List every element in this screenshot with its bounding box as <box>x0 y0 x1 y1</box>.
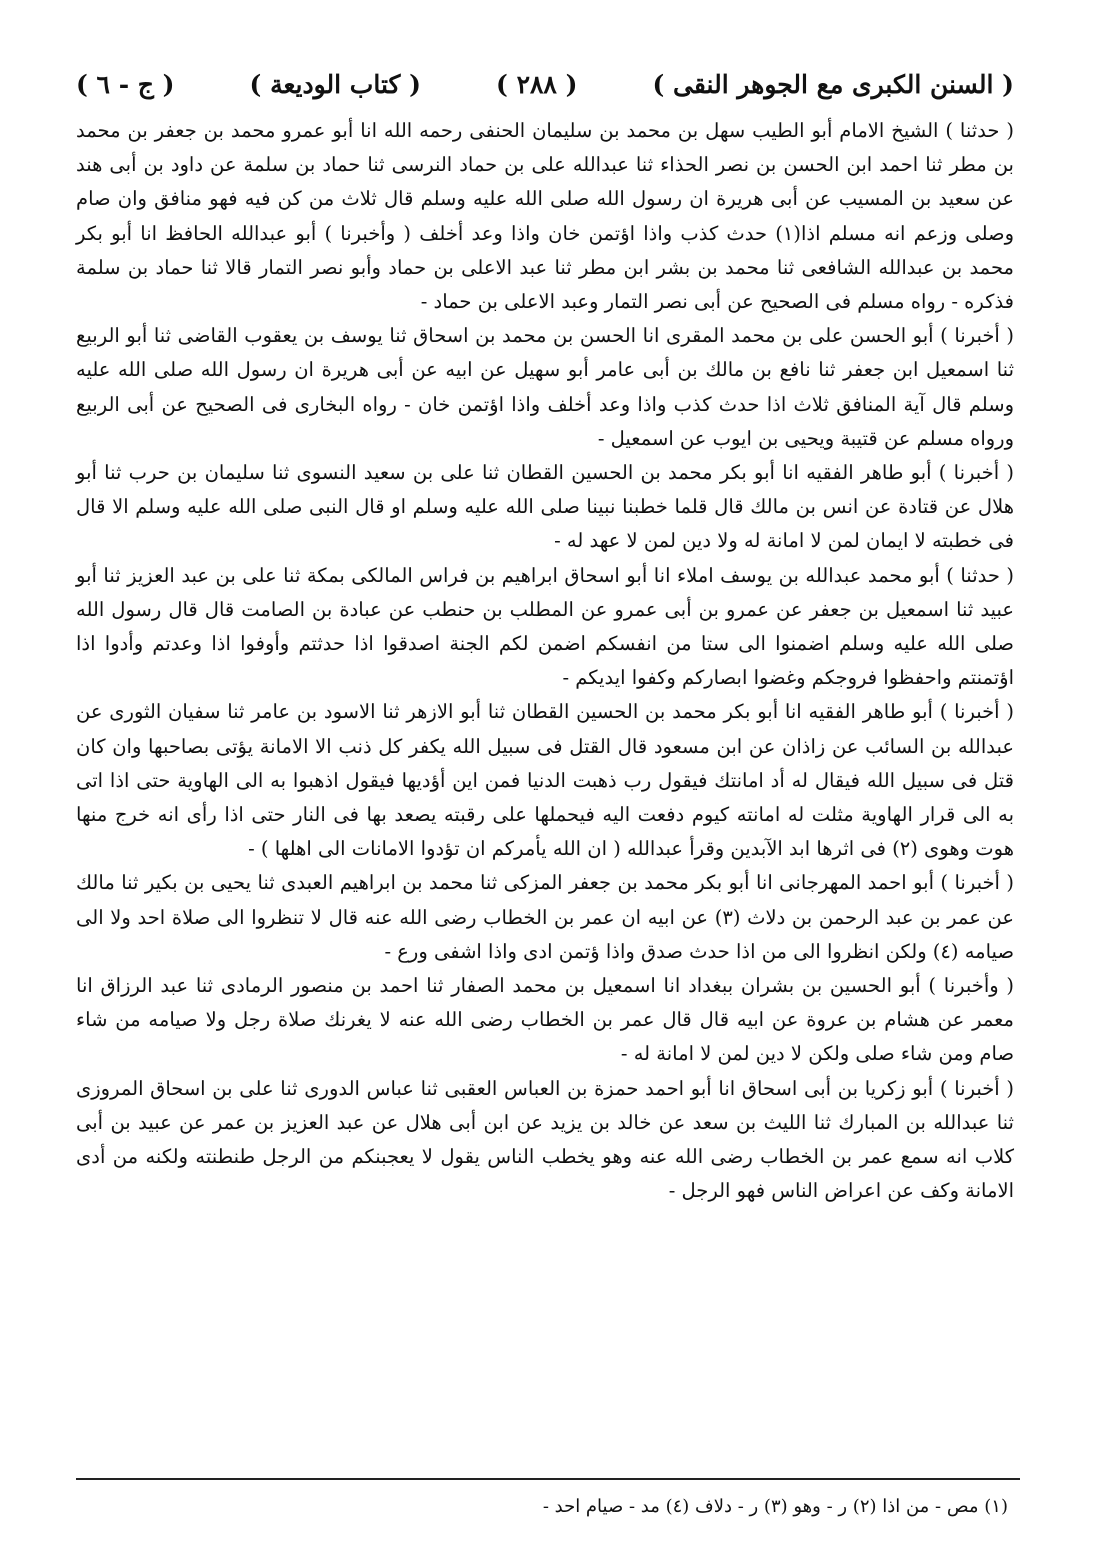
page-number: ( ٢٨٨ ) <box>496 69 578 99</box>
hadith-paragraph: ( حدثنا ) أبو محمد عبدالله بن يوسف املاء انا أبو اسحاق ابراهيم بن فراس المالكى بمكة ثنا على بن عبد العزيز ثنا أبو عبيد ثنا اسمعيل بن جعفر عن عمرو بن أبى عمرو عن المطلب بن حنطب عن عبادة بن الصامت قال قال رسول الله صلى الله عليه وسلم اضمنوا الى ستا من انفسكم اضمن لكم الجنة اصدقوا اذا حدثتم وأوفوا اذا وعدتم وأدوا اذا اؤتمنتم واحفظوا فروجكم وغضوا ابصاركم وكفوا ايديكم - <box>76 563 1014 690</box>
hadith-paragraph: ( أخبرنا ) أبو الحسن على بن محمد المقرى انا الحسن بن محمد بن اسحاق ثنا يوسف بن يعقوب القاضى ثنا أبو الربيع ثنا اسمعيل ابن جعفر ثنا نافع بن مالك بن أبى عامر أبو سهيل عن ابيه عن أبى هريرة ان رسول الله صلى الله عليه وسلم قال آية المنافق ثلاث اذا حدث كذب واذا وعد أخلف واذا اؤتمن خان - رواه البخارى فى الصحيح عن أبى الربيع ورواه مسلم عن قتيبة ويحيى بن ايوب عن اسمعيل - <box>76 324 1014 450</box>
main-text <box>76 114 1014 1209</box>
footnote-divider <box>76 1478 1020 1480</box>
hadith-paragraph: ( حدثنا ) الشيخ الامام أبو الطيب سهل بن محمد بن سليمان الحنفى رحمه الله انا أبو عمرو محمد بن جعفر بن محمد بن مطر ثنا احمد ابن الحسن بن نصر الحذاء ثنا عبدالله على بن حماد النرسى ثنا حماد بن سلمة عن داود بن أبى هند عن سعيد بن المسيب عن أبى هريرة ان رسول الله صلى الله عليه وسلم قال ثلاث من كن فيه فهو منافق وان صام وصلى وزعم انه مسلم اذا(١) حدث كذب واذا اؤتمن خان واذا وعد أخلف ( وأخبرنا ) أبو عبدالله الحافظ انا أبو بكر محمد بن عبدالله الشافعى ثنا محمد بن بشر ابن مطر ثنا عبد الاعلى بن حماد وأبو نصر التمار قالا ثنا حماد بن سلمة فذكره - رواه مسلم فى الصحيح عن أبى نصر التمار وعبد الاعلى بن حماد - <box>76 119 1014 314</box>
chapter-title: ( كتاب الوديعة ) <box>249 69 421 99</box>
hadith-paragraph: ( وأخبرنا ) أبو الحسين بن بشران ببغداد انا اسمعيل بن محمد الصفار ثنا احمد بن منصور الرمادى ثنا عبد الرزاق انا معمر عن هشام بن عروة عن ابيه قال قال عمر بن الخطاب رضى الله عنه لا يغرنك صلاة رجل ولا صيامه من شاء صام ومن شاء صلى ولكن لا دين لمن لا امانة له - <box>76 974 1014 1066</box>
page-header <box>76 62 1014 106</box>
hadith-paragraph: ( أخبرنا ) أبو طاهر الفقيه انا أبو بكر محمد بن الحسين القطان ثنا على بن سعيد النسوى ثنا سليمان بن حرب ثنا أبو هلال عن قتادة عن انس بن مالك قال قلما خطبنا نبينا صلى الله عليه وسلم او قال النبى صلى الله عليه وسلم الا قال فى خطبته لا ايمان لمن لا امانة له ولا دين لمن لا عهد له - <box>76 461 1014 553</box>
volume-number: ( ج - ٦ ) <box>76 69 175 99</box>
hadith-paragraph: ( أخبرنا ) أبو احمد المهرجانى انا أبو بكر محمد بن جعفر المزكى ثنا محمد بن ابراهيم العبدى ثنا يحيى بن بكير ثنا مالك عن عمر بن عبد الرحمن بن دلاث (٣) عن ابيه ان عمر بن الخطاب رضى الله عنه قال لا تنظروا الى صلاة احد ولا الى صيامه (٤) ولكن انظروا الى من اذا حدث صدق واذا ؤتمن ادى واذا اشفى ورع - <box>76 871 1014 963</box>
book-title: ( السنن الكبرى مع الجوهر النقى ) <box>652 69 1014 99</box>
footnotes: (١) مص - من اذا (٢) ر - وهو (٣) ر - دلاف (٤) مد - صيام احد - <box>542 1496 1008 1517</box>
hadith-paragraph: ( أخبرنا ) أبو زكريا بن أبى اسحاق انا أبو احمد حمزة بن العباس العقبى ثنا عباس الدورى ثنا على بن اسحاق المروزى ثنا عبدالله بن المبارك ثنا الليث بن سعد عن خالد بن يزيد عن ابن أبى هلال عن عبد العزيز بن عمر عن عبيد بن أبى كلاب انه سمع عمر بن الخطاب رضى الله عنه وهو يخطب الناس يقول لا يعجبنكم من الرجل طنطنته ولكنه من أدى الامانة وكف عن اعراض الناس فهو الرجل - <box>76 1076 1014 1203</box>
hadith-paragraph: ( أخبرنا ) أبو طاهر الفقيه انا أبو بكر محمد بن الحسين القطان ثنا أبو الازهر ثنا الاسود بن عامر ثنا سفيان الثورى عن عبدالله بن السائب عن زاذان عن ابن مسعود قال القتل فى سبيل الله يكفر كل ذنب الا الامانة يؤتى بصاحبها وان كان قتل فى سبيل الله فيقال له أد امانتك فيقول رب ذهبت الدنيا فمن اين أؤديها فيقول اذهبوا به الى الهاوية حتى اذا اتى به الى قرار الهاوية مثلت له امانته كيوم دفعت اليه فيحملها على رقبته يصعد بها فى النار حتى اذا رأى انه خرج منها هوت وهوى (٢) فى اثرها ابد الآبدين وقرأ عبدالله ( ان الله يأمركم ان تؤدوا الامانات الى اهلها ) - <box>76 700 1014 861</box>
